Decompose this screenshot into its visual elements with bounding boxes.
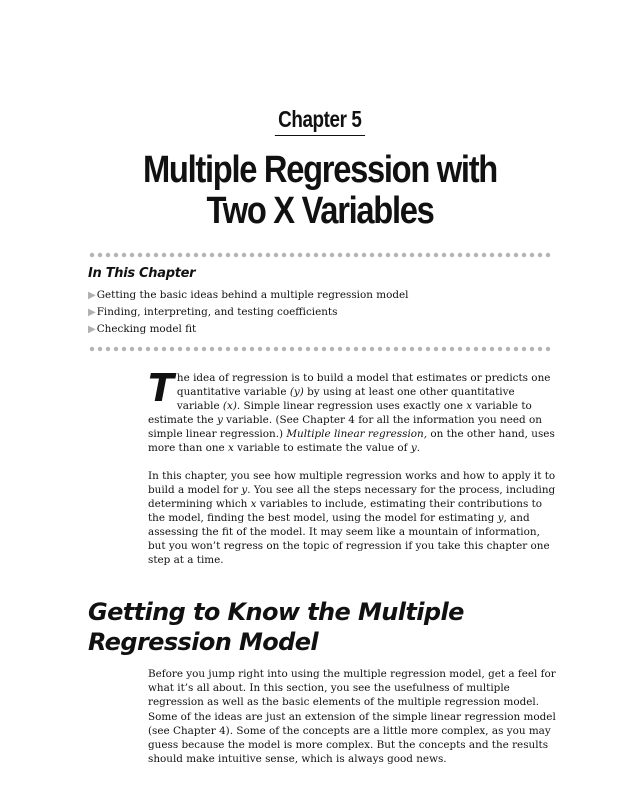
in-this-chapter-heading: In This Chapter [88,266,196,281]
list-item: ▶Getting the basic ideas behind a multiple regression model [88,289,409,301]
chapter-number [150,106,490,138]
chapter-number-text: Chapter 5 [275,106,365,136]
section-heading [88,597,548,657]
chapter-intro [148,366,558,581]
drop-cap: T [148,366,174,410]
arrow-bullet-icon: ▶ [88,307,96,318]
section-body-paragraph: Before you jump right into using the multiple regression model, get a feel for what it’s all about. In this section, you see the usefulness of multiple regression as well as the basic elements of the multiple regression model. Some of the ideas are just an extension of the simple linear regression model (see Chapter 4). Some of the concepts are a little more complex, as you may guess because the model is more complex. But the concepts and the results should make intuitive sense, which is always good news. [148,668,556,766]
chapter-title [131,150,509,232]
section-heading-line2: Regression Model [88,628,319,656]
intro-paragraph-2: In this chapter, you see how multiple regression works and how to apply it to build a model for y. You see all the steps necessary for the process, including determining which x variables to include, estimating their contributions to the model, finding the best model, using the model for estimating y, and assessing the fit of the model. It may seem like a mountain of information, but you won’t regress on the topic of regression if you take this chapter one step at a time. [148,470,556,566]
chapter-title-line2: Two X Variables [206,190,434,232]
intro-paragraph-1: The idea of regression is to build a model that estimates or predicts one quantitative variable (y) by using at least one other quantitative variable (x). Simple linear regression uses exactly one x variable to estimate the y variable. (See Chapter 4 for all the information you need on simple linear regression.) Multiple linear regression, on the other hand, uses more than one x variable to estimate the value of y. [148,366,555,454]
dotted-divider-top [88,252,552,258]
dotted-divider-bottom [88,346,552,352]
in-this-chapter-list [88,287,408,338]
arrow-bullet-icon: ▶ [88,324,96,335]
list-item: ▶Checking model fit [88,323,197,335]
list-item: ▶Finding, interpreting, and testing coefficients [88,306,338,318]
section-heading-line1: Getting to Know the Multiple [88,598,464,626]
chapter-title-line1: Multiple Regression with [143,149,497,191]
arrow-bullet-icon: ▶ [88,290,96,301]
